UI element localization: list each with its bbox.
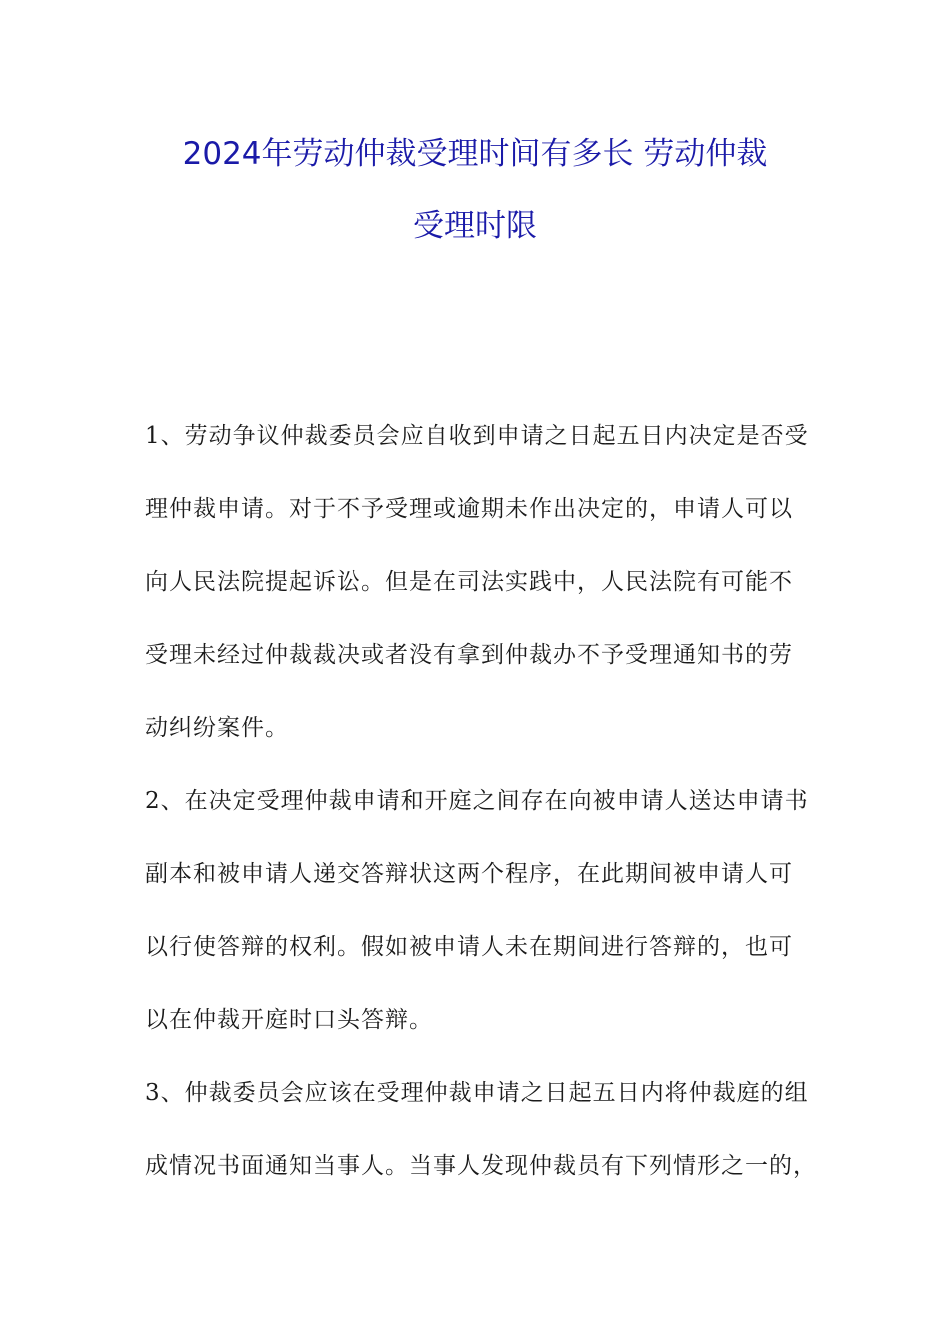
paragraph-2-line-1: 2、在决定受理仲裁申请和开庭之间存在向被申请人送达申请书 (145, 788, 809, 814)
paragraph-1-line-4: 受理未经过仲裁裁决或者没有拿到仲裁办不予受理通知书的劳 (145, 642, 793, 668)
paragraph-1-line-5: 动纠纷案件。 (145, 715, 289, 741)
paragraph-2-line-4: 以在仲裁开庭时口头答辩。 (145, 1007, 433, 1033)
paragraph-1-line-1: 1、劳动争议仲裁委员会应自收到申请之日起五日内决定是否受 (145, 423, 809, 449)
paragraph-2-line-3: 以行使答辩的权利。假如被申请人未在期间进行答辩的，也可 (145, 934, 793, 960)
paragraph-3-line-2: 成情况书面通知当事人。当事人发现仲裁员有下列情形之一的， (145, 1153, 817, 1179)
paragraph-1-line-3: 向人民法院提起诉讼。但是在司法实践中，人民法院有可能不 (145, 569, 793, 595)
paragraph-3-line-1: 3、仲裁委员会应该在受理仲裁申请之日起五日内将仲裁庭的组 (145, 1080, 809, 1106)
document-title-line-1: 2024年劳动仲裁受理时间有多长 劳动仲裁 (182, 136, 768, 172)
paragraph-1-line-2: 理仲裁申请。对于不予受理或逾期未作出决定的，申请人可以 (145, 496, 793, 522)
document-title-line-2: 受理时限 (413, 208, 537, 244)
paragraph-2-line-2: 副本和被申请人递交答辩状这两个程序，在此期间被申请人可 (145, 861, 793, 887)
